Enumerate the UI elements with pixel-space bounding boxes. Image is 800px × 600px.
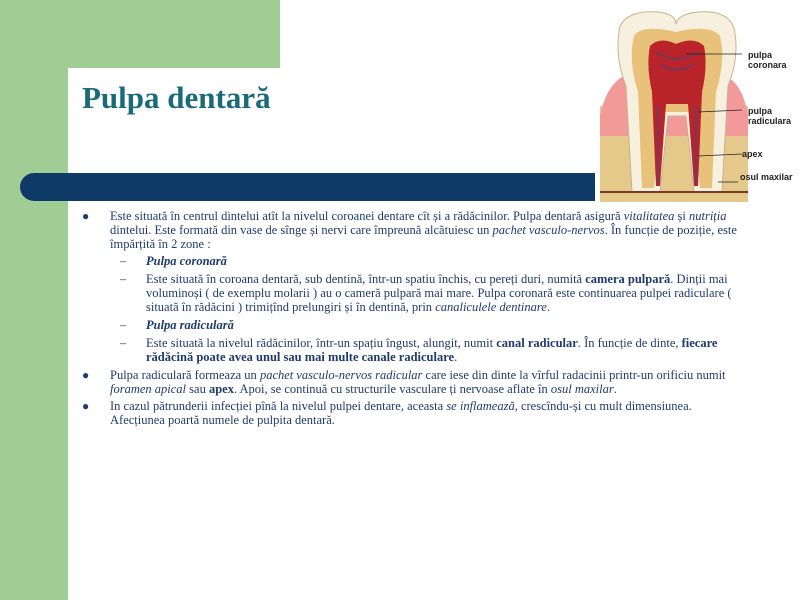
bullet-icon: ● <box>82 209 90 223</box>
slide-title: Pulpa dentară <box>82 80 271 115</box>
dash-icon: – <box>120 272 127 286</box>
dash-icon: – <box>120 318 127 332</box>
title-divider-band <box>20 173 595 201</box>
label-pulpa-coronara: pulpa coronara <box>748 50 787 70</box>
bullet-icon: ● <box>82 399 90 413</box>
dash-icon: – <box>120 336 127 350</box>
sub-item-pulpa-coronara: – Pulpa coronară <box>120 254 227 268</box>
body-content <box>82 209 742 430</box>
left-green-bar <box>0 0 68 600</box>
label-apex: apex <box>742 149 763 159</box>
sub-item-pulpa-radiculara: – Pulpa radiculară <box>120 318 234 332</box>
bullet-icon: ● <box>82 368 90 382</box>
sub-item-radiculara-desc: – Este situată la nivelul rădăcinilor, într-un spațiu îngust, alungit, numit canal radicular. În funcție de dinte, fiecare rădăcină poate avea unul sau mai multe canale radiculare. <box>120 336 718 364</box>
bullet-item-2: ● Pulpa radiculară formeaza un pachet vasculo-nervos radicular care iese din dinte la vîrful radacinii printr-un orificiu numit foramen apical sau apex. Apoi, se continuă cu structurile vasculare ți nervoase aflate în osul maxilar. <box>82 368 726 396</box>
bullet-item-3: ● In cazul pătrunderii infecției pînă la nivelul pulpei dentare, aceasta se inflamează, crescîndu-și cu mult dimensiunea. Afecțiunea poartă numele de pulpita dentară. <box>82 399 692 427</box>
label-osul-maxilar: osul maxilar <box>740 172 793 182</box>
sub-item-coronara-desc: – Este situată în coroana dentară, sub dentină, într-un spatiu închis, cu pereți duri, numită camera pulpară. Dinții mai voluminoși ( de exemplu molarii ) au o cameră pulpară mai mare. Pulpa coronară este continuarea pulpei radiculare ( situată în rădăcini ) trimițînd prelungiri și în dentină, prin canaliculele dentinare. <box>120 272 732 314</box>
tooth-diagram <box>598 6 798 202</box>
top-green-block <box>68 0 280 68</box>
dash-icon: – <box>120 254 127 268</box>
label-pulpa-radiculara: pulpa radiculara <box>748 106 792 126</box>
bullet-item-1: ● Este situată în centrul dintelui atît la nivelul coroanei dentare cît și a rădăcinilor. Pulpa dentară asigură vitalitatea și nutriția dintelui. Este formată din vase de sînge și nervi care împreună alcătuiesc un pachet vasculo-nervos. În funcție de poziție, este împărțită în 2 zone : <box>82 209 737 251</box>
